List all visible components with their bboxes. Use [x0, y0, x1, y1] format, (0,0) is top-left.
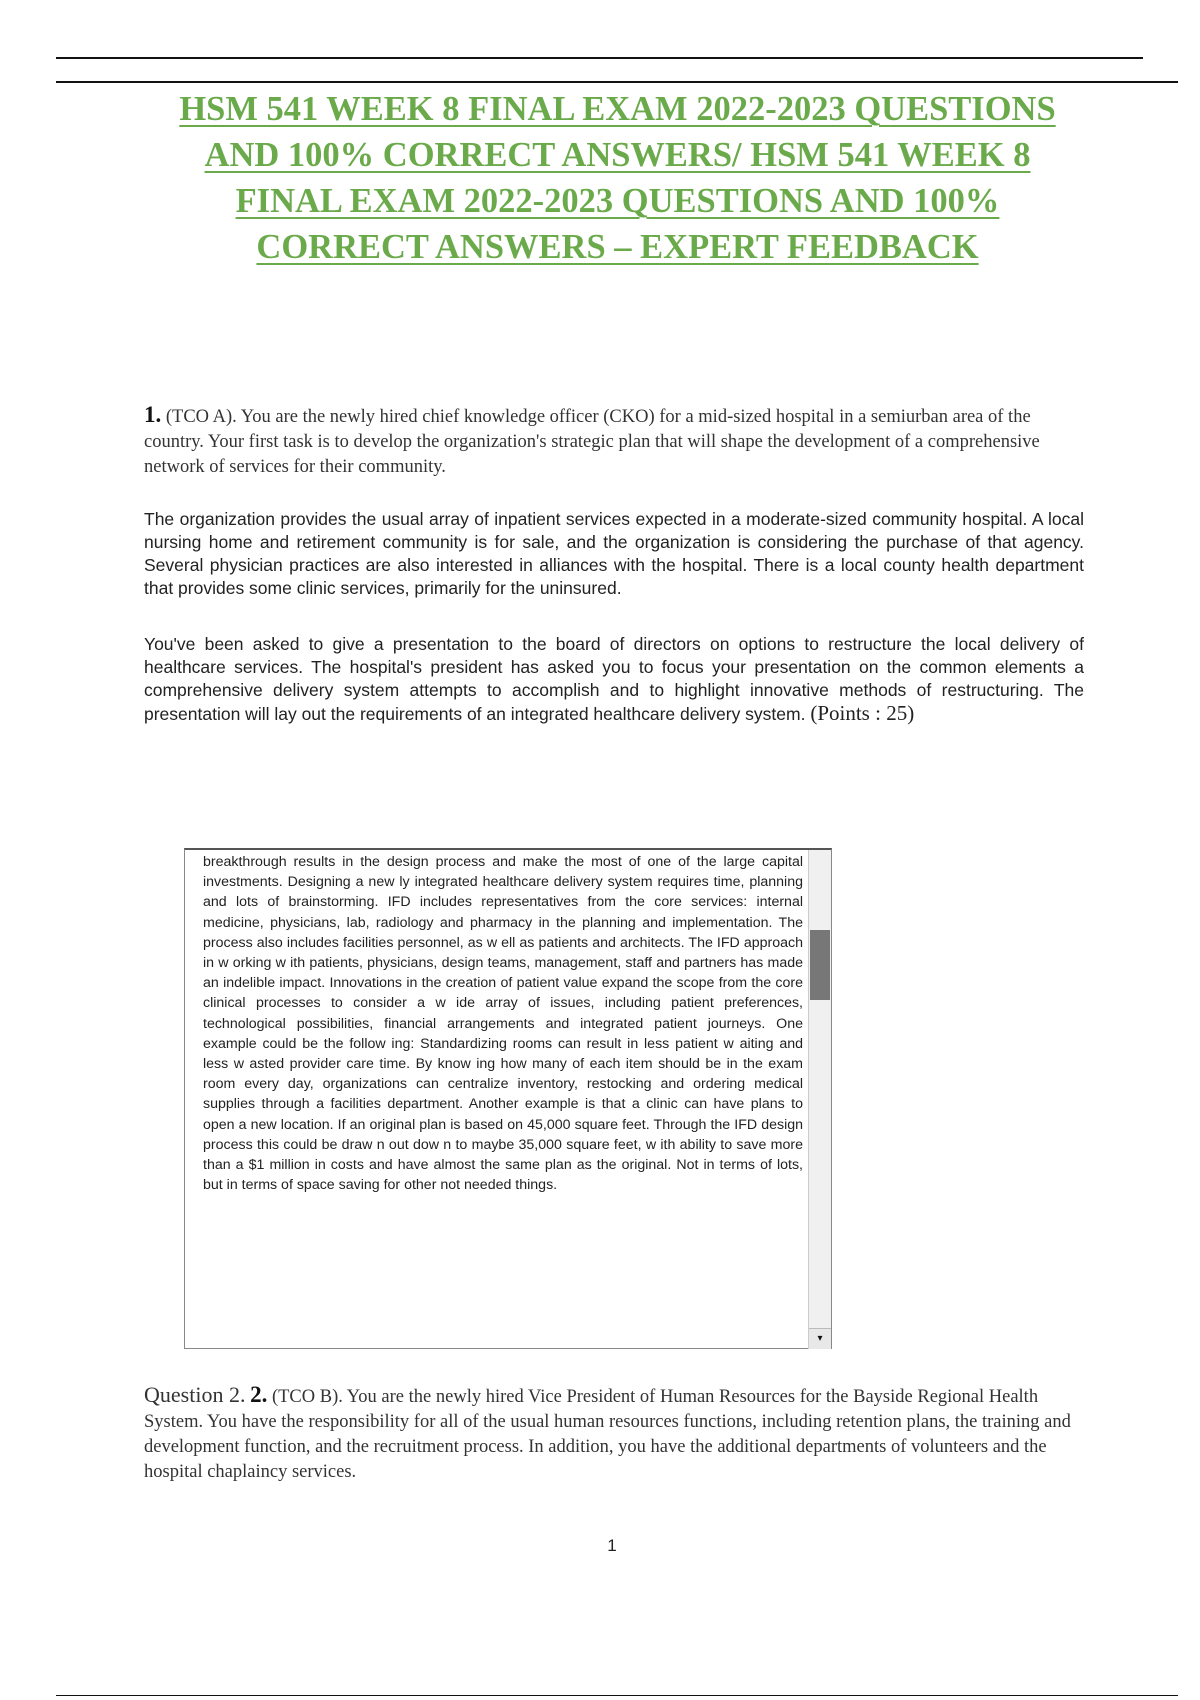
- scrollbar-thumb[interactable]: [810, 930, 830, 1000]
- bottom-rule: [56, 1695, 1178, 1696]
- document-title: [120, 86, 1115, 270]
- title-line-3: FINAL EXAM 2022-2023 QUESTIONS AND 100%: [235, 182, 1000, 220]
- question-1-points: (Points : 25): [810, 701, 915, 725]
- scroll-down-arrow-icon[interactable]: ▾: [809, 1328, 831, 1349]
- question-1-paragraph-2: The organization provides the usual array of inpatient services expected in a moderate-sized community hospital. A local nursing home and retirement community is for sale, and the organization is considering the purchase of that agency. Several physician practices are also interested in alliances with the hospital. There is a local county health department that provides some clinic services, primarily for the uninsured.: [144, 509, 1084, 598]
- question-1-intro-text: (TCO A). You are the newly hired chief knowledge officer (CKO) for a mid-sized hospital in a semiurban area of the country. Your first task is to develop the organization's strategic plan that will shape the development of a comprehensive network of services for their community.: [144, 407, 1040, 477]
- title-line-2: AND 100% CORRECT ANSWERS/ HSM 541 WEEK 8: [204, 136, 1031, 174]
- question-1-number: 1.: [144, 402, 162, 427]
- question-2-intro-text: (TCO B). You are the newly hired Vice President of Human Resources for the Bayside Regional Health System. You have the responsibility for all of the usual human resources functions, including retention plans, the training and development function, and the recruitment process. In addition, you have the additional departments of volunteers and the hospital chaplaincy services.: [144, 1387, 1071, 1482]
- question-2-label: Question 2.: [144, 1382, 246, 1407]
- page-number: 1: [607, 1536, 617, 1555]
- top-rule-secondary: [56, 81, 1178, 83]
- answer-text: breakthrough results in the design process and make the most of one of the large capital investments. Designing a new ly integrated healthcare delivery system requires time, planning and lots of brainstorming. IFD includes representatives from the core services: internal medicine, physicians, lab, radiology and pharmacy in the planning and implementation. The process also includes facilities personnel, as w ell as patients and architects. The IFD approach in w orking w ith patients, physicians, design teams, management, staff and partners has made an indelible impact. Innovations in the creation of patient value expand the scope from the core clinical processes to consider a w ide array of issues, including patient preferences, technological possibilities, financial arrangements and integrated patient journeys. One example could be the follow ing: Standardizing rooms can result in less patient w aiting and less w asted provider care time. By know ing how many of each item should be in the exam room every day, organizations can centralize inventory, restocking and ordering medical supplies through a facilities department. Another example is that a clinic can have plans to open a new location. If an original plan is based on 45,000 square feet. Through the IFD design process this could be draw n out dow n to maybe 35,000 square feet, w ith ability to save more than a $1 million in costs and have almost the same plan as the original. Not in terms of lots, but in terms of space saving for other not needed things.: [203, 854, 803, 1194]
- question-2-number: 2.: [250, 1382, 268, 1407]
- title-line-1: HSM 541 WEEK 8 FINAL EXAM 2022-2023 QUESTIONS: [179, 90, 1056, 128]
- question-1-paragraph-3: [144, 633, 1084, 726]
- question-1-intro: [144, 402, 1084, 480]
- answer-textarea[interactable]: [184, 848, 832, 1349]
- title-line-4: CORRECT ANSWERS – EXPERT FEEDBACK: [256, 228, 979, 266]
- answer-scrollbar[interactable]: [808, 850, 831, 1349]
- question-2-intro: [144, 1382, 1084, 1485]
- question-1-paragraph-3-text: You've been asked to give a presentation to the board of directors on options to restructure the local delivery of healthcare services. The hospital's president has asked you to focus your presentation on the common elements a comprehensive delivery system attempts to accomplish and to highlight innovative methods of restructuring. The presentation will lay out the requirements of an integrated healthcare delivery system.: [144, 634, 1084, 724]
- top-rule: [56, 57, 1143, 59]
